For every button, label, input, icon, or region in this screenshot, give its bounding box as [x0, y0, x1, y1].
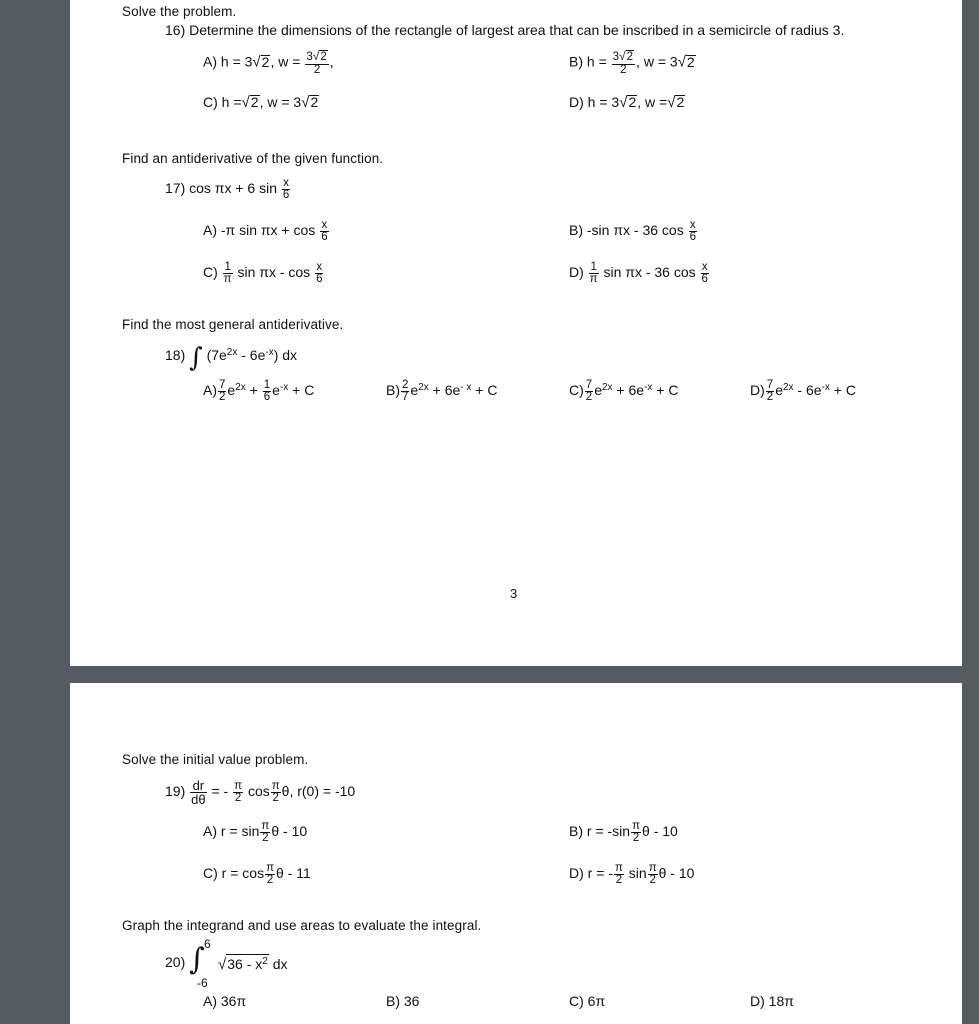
q17-option-c — [203, 262, 324, 285]
question-number: 19) — [165, 783, 186, 800]
integral-lower-limit: -6 — [197, 976, 208, 990]
q18-option-b — [386, 380, 497, 403]
fraction-numerator: π — [261, 820, 270, 832]
fraction — [265, 863, 275, 886]
option-label: D) — [569, 94, 584, 110]
option-text: θ - 11 — [276, 865, 311, 882]
fraction-denominator: 6 — [701, 273, 708, 285]
fraction-denominator: 6 — [689, 231, 696, 243]
sqrt-symbol: √ — [218, 956, 227, 973]
radicand: 2 — [320, 51, 327, 63]
option-text: + — [245, 382, 262, 399]
option-text: e — [410, 382, 419, 399]
q16-option-a — [203, 50, 334, 76]
exponent: 2x — [226, 347, 238, 358]
option-text: 36π — [220, 993, 247, 1009]
fraction — [766, 380, 774, 403]
radicand: 2 — [686, 53, 695, 70]
question-16 — [165, 22, 844, 38]
exponent: -x — [644, 382, 653, 394]
fraction-denominator: π — [223, 273, 232, 285]
option-label: D) — [750, 993, 765, 1009]
option-label: A) — [203, 823, 217, 840]
fraction-numerator: x — [283, 177, 289, 189]
option-text: θ - 10 — [642, 823, 678, 840]
section-heading-graph-integrand: Graph the integrand and use areas to evaluate the integral. — [122, 918, 482, 933]
option-label: C) — [569, 993, 584, 1009]
exponent: 2x — [418, 382, 429, 394]
question-text: Determine the dimensions of the rectangle of largest area that can be inscribed in a semicircle of radius 3. — [189, 22, 845, 38]
fraction-numerator: 1 — [224, 261, 231, 273]
q18-option-a — [203, 380, 314, 403]
question-number: 16) — [165, 22, 186, 38]
option-text: r = cos — [221, 865, 265, 882]
fraction-denominator: 2 — [620, 64, 627, 76]
option-text: r = -sin — [586, 823, 631, 840]
fraction-numerator: π — [632, 820, 641, 832]
expression: = - — [211, 783, 229, 800]
option-label: C) — [569, 382, 584, 399]
exponent: 2x — [235, 382, 246, 394]
option-text: , w = 3 — [259, 94, 302, 110]
radicand: 2 — [628, 94, 637, 110]
fraction — [282, 178, 290, 201]
q16-option-b — [569, 50, 696, 76]
option-text: , — [329, 53, 334, 70]
fraction — [648, 863, 658, 886]
fraction-denominator: 2 — [585, 391, 593, 403]
fraction-numerator: 3 — [612, 51, 620, 63]
option-label: C) — [203, 94, 218, 110]
fraction-numerator: 2 — [402, 379, 409, 391]
q20-option-d — [750, 993, 794, 1009]
fraction-numerator: 7 — [766, 379, 774, 391]
radicand: 2 — [626, 51, 634, 63]
fraction-numerator: π — [614, 862, 623, 874]
option-text: - 6e — [793, 382, 822, 399]
option-label: D) — [569, 264, 584, 281]
q19-option-c — [203, 863, 311, 886]
fraction-numerator: π — [266, 862, 275, 874]
option-text: 36 — [403, 993, 420, 1009]
option-text: r = sin — [220, 823, 260, 840]
fraction — [260, 821, 270, 844]
option-label: B) — [386, 382, 400, 399]
fraction-numerator: π — [648, 862, 657, 874]
option-text: r = - — [587, 865, 613, 882]
fraction-numerator: π — [234, 780, 243, 792]
q19-option-a — [203, 821, 307, 844]
fraction-numerator: x — [316, 261, 323, 273]
fraction — [631, 821, 641, 844]
option-label: B) — [569, 823, 583, 840]
expression: (7e — [206, 347, 227, 363]
q19-option-d — [569, 863, 694, 886]
expression: dx — [272, 956, 288, 972]
option-text: sin πx - cos — [237, 264, 311, 281]
question-18 — [165, 343, 298, 373]
option-label: B) — [569, 222, 583, 239]
q16-option-c — [203, 94, 319, 111]
q20-option-c — [569, 993, 605, 1009]
sqrt-symbol: √ — [312, 49, 320, 63]
option-text: + C — [829, 382, 856, 399]
sqrt-symbol: √ — [667, 94, 676, 111]
fraction — [585, 380, 593, 403]
option-text: e — [775, 382, 783, 399]
option-text: h = — [221, 94, 242, 110]
page-number: 3 — [510, 586, 518, 601]
sqrt-symbol: √ — [241, 94, 250, 111]
fraction-denominator: 2 — [262, 832, 269, 844]
expression: cos πx + 6 sin — [189, 180, 277, 197]
option-text: 6π — [587, 993, 606, 1009]
fraction-denominator: 6 — [263, 391, 271, 403]
expression: cos — [247, 783, 270, 800]
q17-option-b — [569, 220, 698, 243]
exponent: -x — [279, 382, 289, 394]
fraction-denominator: 2 — [649, 874, 656, 886]
q20-option-b — [386, 993, 419, 1009]
option-label: B) — [386, 993, 400, 1009]
exponent: -x — [265, 347, 274, 358]
sqrt-symbol: √ — [619, 94, 628, 111]
fraction-denominator: 2 — [272, 792, 279, 804]
question-20 — [165, 954, 185, 970]
option-label: C) — [203, 264, 218, 281]
document-page-2 — [70, 683, 962, 1024]
fraction — [223, 262, 233, 285]
q20-option-a — [203, 993, 246, 1009]
fraction-numerator: π — [271, 780, 280, 792]
option-label: C) — [203, 865, 218, 882]
fraction-denominator: 2 — [632, 832, 640, 844]
option-label: B) — [569, 53, 583, 70]
radicand — [226, 954, 269, 971]
option-text: -sin πx - 36 cos — [586, 222, 684, 239]
fraction — [612, 50, 635, 76]
option-text: e — [272, 382, 280, 399]
option-text: , w = — [270, 53, 301, 70]
sqrt-symbol: √ — [301, 94, 310, 111]
option-label: D) — [750, 382, 765, 399]
question-number: 17) — [165, 180, 186, 197]
fraction-denominator: π — [589, 273, 598, 285]
fraction-denominator: 6 — [282, 189, 290, 201]
fraction — [271, 781, 281, 804]
q17-option-a — [203, 220, 330, 243]
radicand: 2 — [310, 94, 319, 110]
exponent: - x — [460, 382, 472, 394]
integral-sign: ∫ — [189, 942, 205, 977]
option-text: θ - 10 — [658, 865, 695, 882]
sqrt-symbol: √ — [677, 53, 686, 71]
integral-sign: ∫ — [189, 343, 203, 373]
q20-integrand — [218, 954, 288, 973]
question-number: 20) — [165, 954, 186, 970]
question-19 — [165, 779, 355, 806]
fraction-numerator: 3 — [306, 51, 313, 63]
fraction — [315, 262, 323, 285]
fraction — [190, 779, 206, 806]
fraction-numerator: 1 — [263, 379, 271, 391]
exponent: -x — [821, 382, 830, 394]
fraction — [701, 262, 709, 285]
option-label: A) — [203, 993, 217, 1009]
fraction-denominator: dθ — [191, 792, 206, 807]
exponent: 2 — [262, 956, 268, 967]
option-label: A) — [203, 382, 217, 399]
question-17 — [165, 178, 291, 201]
fraction-denominator: 6 — [321, 231, 328, 243]
option-text: h = — [586, 53, 607, 70]
fraction — [401, 380, 409, 403]
fraction-denominator: 6 — [316, 273, 323, 285]
radicand: 2 — [676, 94, 685, 110]
fraction-denominator: 2 — [615, 874, 623, 886]
expression: θ, r(0) = -10 — [281, 783, 356, 800]
fraction-denominator: 2 — [266, 874, 274, 886]
option-label: A) — [203, 53, 217, 70]
fraction-numerator: 7 — [585, 379, 593, 391]
fraction — [589, 262, 599, 285]
option-label: D) — [569, 865, 584, 882]
option-text: -π sin πx + cos — [220, 222, 316, 239]
sqrt-symbol: √ — [619, 49, 626, 63]
fraction — [689, 220, 697, 243]
q19-option-b — [569, 821, 678, 844]
option-text: + 6e — [428, 382, 461, 399]
option-text: 18π — [768, 993, 794, 1009]
fraction-numerator: x — [689, 219, 696, 231]
option-text: e — [227, 382, 236, 399]
q18-option-d — [750, 380, 856, 403]
fraction — [614, 863, 624, 886]
fraction-numerator: 1 — [590, 261, 597, 273]
section-heading-initial-value: Solve the initial value problem. — [122, 752, 309, 767]
option-text: + C — [471, 382, 498, 399]
exponent: 2x — [601, 382, 613, 394]
q17-option-d — [569, 262, 710, 285]
fraction-denominator: 2 — [219, 391, 226, 403]
fraction-numerator: dr — [190, 779, 206, 793]
fraction — [263, 380, 271, 403]
fraction-denominator: 2 — [313, 64, 321, 76]
fraction-numerator: x — [321, 219, 328, 231]
document-page-1 — [70, 0, 962, 666]
fraction-denominator: 2 — [766, 391, 774, 403]
option-text: h = 3 — [587, 94, 620, 110]
option-label: A) — [203, 222, 217, 239]
option-text: sin — [628, 865, 647, 882]
option-text: θ - 10 — [271, 823, 308, 840]
section-heading-solve: Solve the problem. — [122, 4, 237, 19]
radicand-text: 36 - x — [227, 956, 263, 972]
option-text: + 6e — [612, 382, 645, 399]
q18-option-c — [569, 380, 679, 403]
option-text: , w = 3 — [636, 53, 678, 70]
section-heading-antiderivative: Find an antiderivative of the given function. — [122, 151, 384, 166]
fraction-denominator: 2 — [234, 792, 242, 804]
fraction — [320, 220, 328, 243]
expression: - 6e — [237, 347, 266, 363]
option-text: , w = — [637, 94, 668, 110]
fraction-denominator: 7 — [402, 391, 409, 403]
option-text: h = 3 — [220, 53, 253, 70]
fraction-numerator: x — [701, 261, 708, 273]
integral-upper-limit: 6 — [204, 937, 211, 951]
sqrt-symbol: √ — [252, 53, 261, 71]
exponent: 2x — [782, 382, 794, 394]
fraction — [233, 781, 243, 804]
option-text: + C — [288, 382, 315, 399]
section-heading-general-antiderivative: Find the most general antiderivative. — [122, 317, 344, 332]
radicand: 2 — [250, 94, 259, 110]
option-text: e — [594, 382, 602, 399]
fraction-numerator: 7 — [219, 379, 226, 391]
fraction — [218, 380, 226, 403]
radicand: 2 — [261, 53, 270, 70]
option-text: + C — [652, 382, 679, 399]
question-number: 18) — [165, 347, 186, 363]
option-text: sin πx - 36 cos — [603, 264, 696, 281]
q16-option-d — [569, 94, 685, 111]
expression: ) dx — [273, 347, 298, 363]
fraction — [305, 50, 328, 76]
